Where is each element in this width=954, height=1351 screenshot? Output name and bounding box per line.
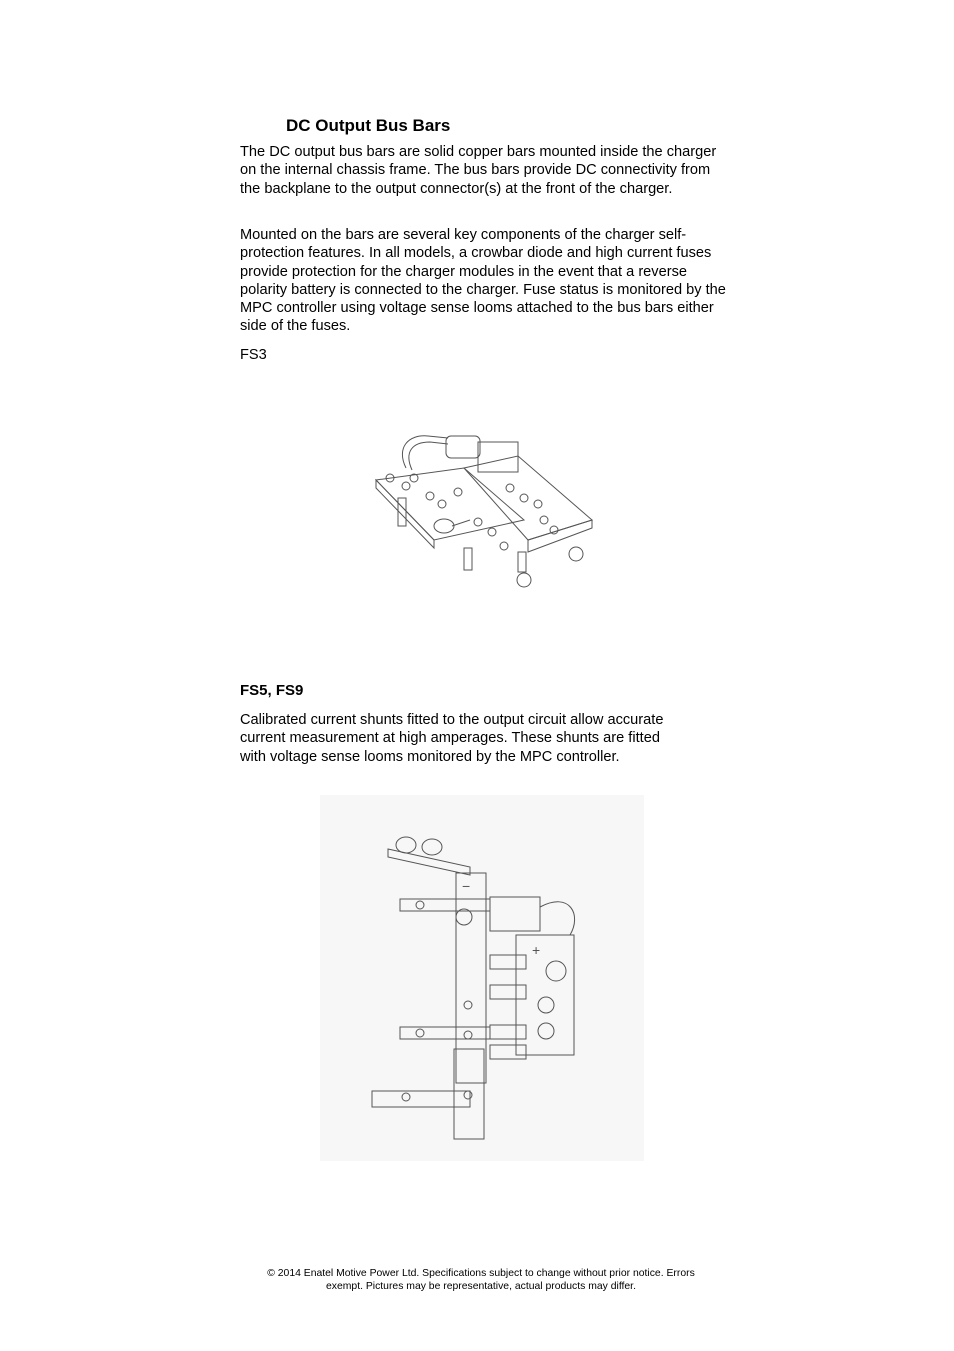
section-heading-shunts: FS5, FS9 xyxy=(240,682,304,699)
paragraph-protection: Mounted on the bars are several key components of the charger self-protection features. In all models, a crowbar diode and high current fuses provide protection for the charger modules in the event that a reverse polarity battery is connected to the charger. Fuse status is monitored by the MPC controller using voltage sense looms attached to the bus bars either side of the fuses. xyxy=(240,227,726,335)
bus-bar-fuse-diagram xyxy=(368,428,594,598)
section-heading: DC Output Bus Bars xyxy=(286,116,451,135)
footer-line-2: exempt. Pictures may be representative, actual products may differ. xyxy=(326,1281,636,1292)
footer-line-1: © 2014 Enatel Motive Power Ltd. Specifications subject to change without prior notice. Errors xyxy=(267,1268,695,1279)
paragraph-shunts: Calibrated current shunts fitted to the output circuit allow accurate current measurement at high amperages. These shunts are fitted with voltage sense looms monitored by the MPC controller. xyxy=(240,712,664,765)
footer xyxy=(240,1267,722,1293)
minus-mark: − xyxy=(462,878,471,894)
paragraph-intro: The DC output bus bars are solid copper bars mounted inside the charger on the internal chassis frame. The bus bars provide DC connectivity from the backplane to the output connector(s) at the front of the charger. xyxy=(240,144,717,197)
plus-mark: + xyxy=(532,942,541,958)
current-shunt-diagram xyxy=(320,795,644,1161)
figure-label-fs3: FS3 xyxy=(240,347,267,363)
